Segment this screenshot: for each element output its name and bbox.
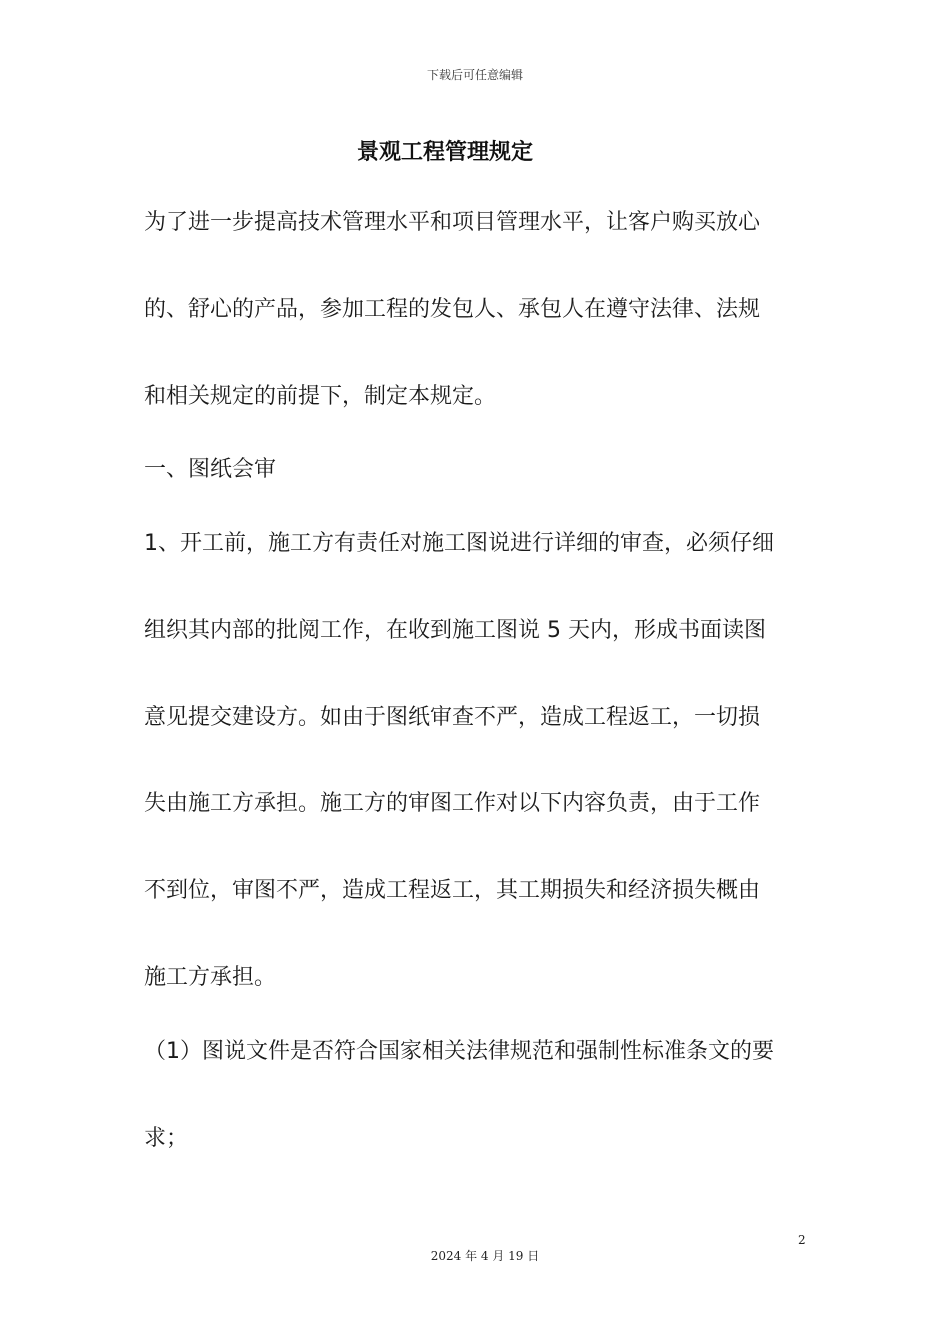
body-line-1: 为了进一步提高技术管理水平和项目管理水平，让客户购买放心 <box>144 210 761 235</box>
body-line-11: （1）图说文件是否符合国家相关法律规范和强制性标准条文的要 <box>144 1039 774 1064</box>
body-line-5: 1、开工前，施工方有责任对施工图说进行详细的审查，必须仔细 <box>144 531 774 556</box>
body-line-12: 求； <box>144 1126 189 1151</box>
body-line-3: 和相关规定的前提下，制定本规定。 <box>144 384 497 409</box>
body-line-2: 的、舒心的产品，参加工程的发包人、承包人在遵守法律、法规 <box>144 297 761 322</box>
body-line-8: 失由施工方承担。施工方的审图工作对以下内容负责，由于工作 <box>144 791 761 816</box>
body-line-6: 组织其内部的批阅工作，在收到施工图说 5 天内，形成书面读图 <box>144 618 766 643</box>
body-line-7: 意见提交建设方。如由于图纸审查不严，造成工程返工，一切损 <box>144 705 761 730</box>
footer-date: 2024 年 4 月 19 日 <box>430 1249 540 1263</box>
section-heading: 一、图纸会审 <box>144 457 277 482</box>
document-title: 景观工程管理规定 <box>356 140 533 165</box>
body-line-9: 不到位，审图不严，造成工程返工，其工期损失和经济损失概由 <box>144 878 761 903</box>
header-note: 下载后可任意编辑 <box>426 68 523 82</box>
body-line-10: 施工方承担。 <box>144 965 277 990</box>
page-number: 2 <box>798 1233 806 1247</box>
